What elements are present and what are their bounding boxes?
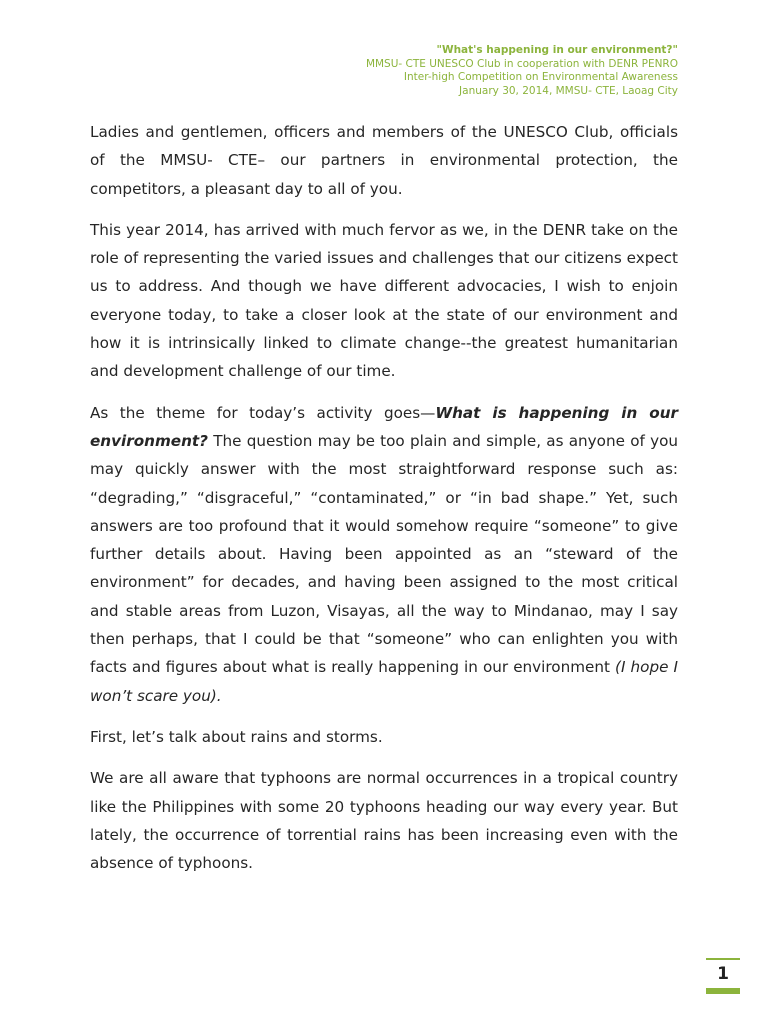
header-line-event: Inter-high Competition on Environmental Awareness xyxy=(403,71,678,83)
theme-aside: (I hope I won’t scare you). xyxy=(90,658,678,705)
theme-body: The question may be too plain and simple, as anyone of you may quickly answer with the most straightforward response such as: “degrading,” “disgraceful,” “contaminated,” or “in bad shape.” Yet, such answers are too profound that it would somehow require “someone” to give further details about. Having been appointed as an “steward of the environment” for decades, and having been assigned to the most critical and stable areas from Luzon, Visayas, all the way to Mindanao, may I say then perhaps, that I could be that “someone” who can enlighten you with facts and figures about what is really happening in our environment xyxy=(90,431,678,677)
page-number: 1 xyxy=(717,964,729,984)
page-number-top-rule xyxy=(706,958,740,960)
page-number-bottom-bar xyxy=(706,988,740,994)
running-header xyxy=(178,44,678,98)
paragraph-rains-storms: First, let’s talk about rains and storms. xyxy=(90,727,383,746)
document-body xyxy=(90,118,678,890)
paragraph-greeting: Ladies and gentlemen, officers and members of the UNESCO Club, officials of the MMSU- CTE– our partners in environmental protection, the competitors, a pleasant day to all of you. xyxy=(90,123,678,198)
paragraph-typhoons: We are all aware that typhoons are normal occurrences in a tropical country like the Philippines with some 20 typhoons heading our way every year. But lately, the occurrence of torrential rains has been increasing even with the absence of typhoons. xyxy=(90,769,678,873)
header-line-date-venue: January 30, 2014, MMSU- CTE, Laoag City xyxy=(459,84,678,97)
header-line-organizers: MMSU- CTE UNESCO Club in cooperation with DENR PENRO xyxy=(365,57,678,70)
page-number-block xyxy=(706,958,740,994)
theme-lead-in: As the theme for today’s activity goes— xyxy=(90,403,436,422)
header-title: "What's happening in our environment?" xyxy=(436,44,678,56)
paragraph-theme xyxy=(90,399,678,710)
theme-question: What is happening in our environment? xyxy=(90,403,679,450)
paragraph-introduction: This year 2014, has arrived with much fervor as we, in the DENR take on the role of representing the varied issues and challenges that our citizens expect us to address. And though we have different advocacies, I wish to enjoin everyone today, to take a closer look at the state of our environment and how it is intrinsically linked to climate change--the greatest humanitarian and development challenge of our time. xyxy=(90,220,678,381)
